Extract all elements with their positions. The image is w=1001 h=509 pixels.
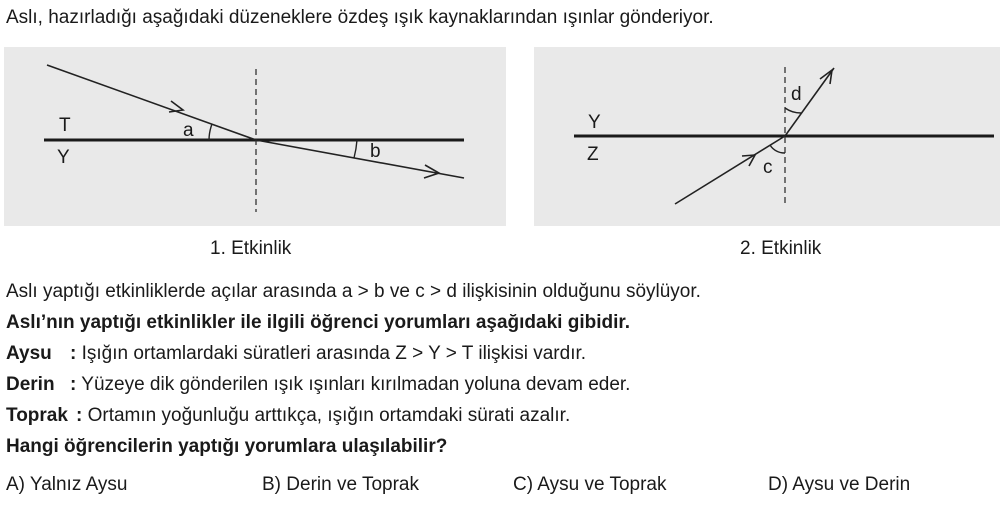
option-b[interactable]: B) Derin ve Toprak: [262, 474, 419, 495]
comment-name: Aysu: [6, 343, 52, 364]
activity-2-diagram: [534, 47, 1000, 226]
comment-text: Ortamın yoğunluğu arttıkça, ışığın ortamdaki sürati azalır.: [87, 405, 571, 426]
angle-d-arc: [785, 108, 801, 113]
comment-text: Işığın ortamlardaki süratleri arasında Z > Y > T ilişkisi vardır.: [81, 343, 587, 364]
medium-label-t: T: [59, 115, 71, 136]
comment-colon: :: [70, 343, 77, 364]
activity-1-caption: 1. Etkinlik: [210, 238, 292, 259]
angle-a-arc: [209, 124, 212, 140]
intro-text: Aslı, hazırladığı aşağıdaki düzeneklere özdeş ışık kaynaklarından ışınlar gönderiyor.: [6, 7, 714, 28]
option-c[interactable]: C) Aysu ve Toprak: [513, 474, 667, 495]
angle-label-b: b: [370, 141, 381, 162]
comments-heading: Aslı’nın yaptığı etkinlikler ile ilgili öğrenci yorumları aşağıdaki gibidir.: [6, 312, 631, 333]
comment-text: Yüzeye dik gönderilen ışık ışınları kırılmadan yoluna devam eder.: [81, 374, 631, 395]
medium-label-y: Y: [588, 112, 601, 133]
activity-2-caption: 2. Etkinlik: [740, 238, 822, 259]
angle-c-arc: [770, 145, 785, 153]
comment-derin: [6, 374, 630, 396]
angle-label-a: a: [183, 120, 194, 141]
medium-label-z: Z: [587, 144, 599, 165]
angle-b-arc: [354, 140, 357, 158]
angle-label-d: d: [791, 84, 802, 105]
medium-label-y: Y: [57, 147, 70, 168]
refraction-diagram-1: [4, 47, 506, 226]
comment-colon: :: [70, 374, 77, 395]
comment-colon: :: [76, 405, 83, 426]
comment-name: Derin: [6, 374, 55, 395]
statement-text: Aslı yaptığı etkinliklerde açılar arasında a > b ve c > d ilişkisinin olduğunu söylüyor.: [6, 281, 701, 302]
activity-1-diagram: [4, 47, 506, 226]
comment-aysu: [6, 343, 586, 365]
comment-name: Toprak: [6, 405, 68, 426]
option-a[interactable]: A) Yalnız Aysu: [6, 474, 128, 495]
refraction-diagram-2: [534, 47, 1000, 226]
refracted-arrow-icon: [820, 70, 832, 84]
comment-toprak: [6, 405, 570, 427]
refracted-ray: [256, 140, 464, 178]
incident-ray: [47, 65, 256, 140]
option-d[interactable]: D) Aysu ve Derin: [768, 474, 911, 495]
question-text: Hangi öğrencilerin yaptığı yorumlara ulaşılabilir?: [6, 436, 448, 457]
angle-label-c: c: [763, 157, 773, 178]
